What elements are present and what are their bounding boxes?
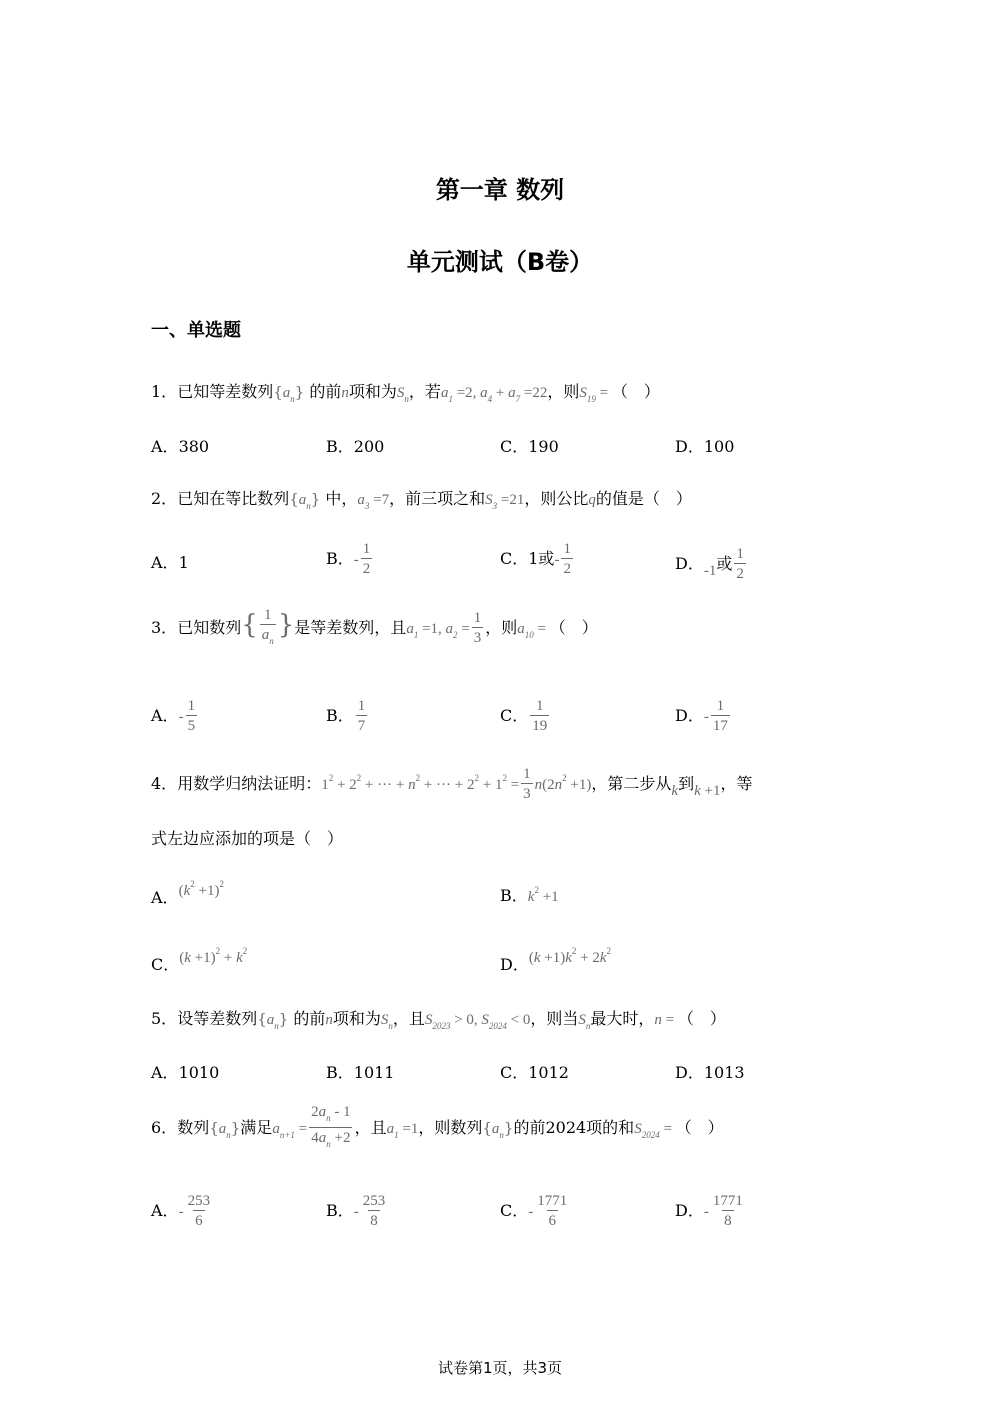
q3-option-b[interactable]: B． $\frac{1}{7}$ — [326, 698, 366, 734]
question-1: 1．已知等差数列$\{a_n\}$ 的前n项和为$S_n$，若$a_1 =2$, $a_4 + a_7 =22$，则$S_{19}$ = （ ） — [151, 382, 660, 404]
q5-option-a[interactable]: A．1010 — [151, 1063, 220, 1082]
q2-option-a[interactable]: A．1 — [151, 553, 189, 572]
section-heading: 一、单选题 — [151, 320, 241, 341]
question-4: 4．用数学归纳法证明：$1^2 + 2^2$ + ··· + $n^2$ + ··· + $2^2 + 1^2$ = $\frac{1}{3}$ $n(2n^2 +1)$，第二步从k到k +1，等 — [151, 766, 753, 802]
q1-option-c[interactable]: C．190 — [500, 437, 559, 456]
q1-option-d[interactable]: D．100 — [675, 437, 735, 456]
question-5: 5．设等差数列$\{a_n\}$ 的前n项和为$S_n$，且$S_{2023} > 0$, $S_{2024} < 0$，则当$S_n$最大时，n = （ ） — [151, 1009, 726, 1031]
q6-option-a[interactable]: A．- $\frac{253}{6}$ — [151, 1193, 211, 1229]
q3-option-a[interactable]: A．- $\frac{1}{5}$ — [151, 698, 196, 734]
q4-option-d[interactable]: D．$(k +1)k^2 + 2k^2$ — [500, 946, 612, 974]
q6-option-c[interactable]: C．- $\frac{1771}{6}$ — [500, 1193, 568, 1229]
q4-option-b[interactable]: B．$k^2 +1$ — [500, 885, 559, 905]
page-footer: 试卷第1页，共3页 — [437, 1359, 563, 1377]
q1-option-a[interactable]: A．380 — [151, 437, 210, 456]
page-subtitle: 单元测试（B卷） — [406, 248, 594, 276]
q3-option-c[interactable]: C． $\frac{1}{19}$ — [500, 698, 548, 734]
page-title: 第一章 数列 — [435, 176, 565, 204]
q1-option-b[interactable]: B．200 — [326, 437, 385, 456]
q2-option-c[interactable]: C．1或- $\frac{1}{2}$ — [500, 541, 571, 577]
q6-option-b[interactable]: B．- $\frac{253}{8}$ — [326, 1193, 386, 1229]
q2-option-b[interactable]: B．- $\frac{1}{2}$ — [326, 541, 371, 577]
question-4-line-2: 式左边应添加的项是（ ） — [151, 829, 344, 848]
q4-option-c[interactable]: C．$(k +1)^2 + k^2$ — [151, 946, 248, 974]
q4-option-a[interactable]: A．$(k^2 +1)^2$ — [151, 879, 224, 907]
q5-option-d[interactable]: D．1013 — [675, 1063, 745, 1082]
q5-option-b[interactable]: B．1011 — [326, 1063, 395, 1082]
q5-option-c[interactable]: C．1012 — [500, 1063, 569, 1082]
q6-option-d[interactable]: D．- $\frac{1771}{8}$ — [675, 1193, 743, 1229]
question-2: 2．已知在等比数列$\{a_n\}$ 中，$a_3 =7$，前三项之和$S_3 =21$，则公比q的值是（ ） — [151, 489, 692, 511]
question-6: 6．数列$\{a_n\}$满足$a_{n+1}$ = $\frac{2a_n - 1}{4a_n +2}$ ，且$a_1 =1$，则数列$\{a_n\}$的前2024项的和$S_{2024}$ = （ ） — [151, 1103, 724, 1154]
q3-option-d[interactable]: D．- $\frac{1}{17}$ — [675, 698, 728, 734]
question-3: 3．已知数列{ $\frac{1}{a_n}$ }是等差数列，且$a_1 =1$, $a_2$ = $\frac{1}{3}$ ，则$a_{10}$ = （ ） — [151, 606, 598, 651]
q2-option-d[interactable]: D．-1或 $\frac{1}{2}$ — [675, 546, 744, 582]
